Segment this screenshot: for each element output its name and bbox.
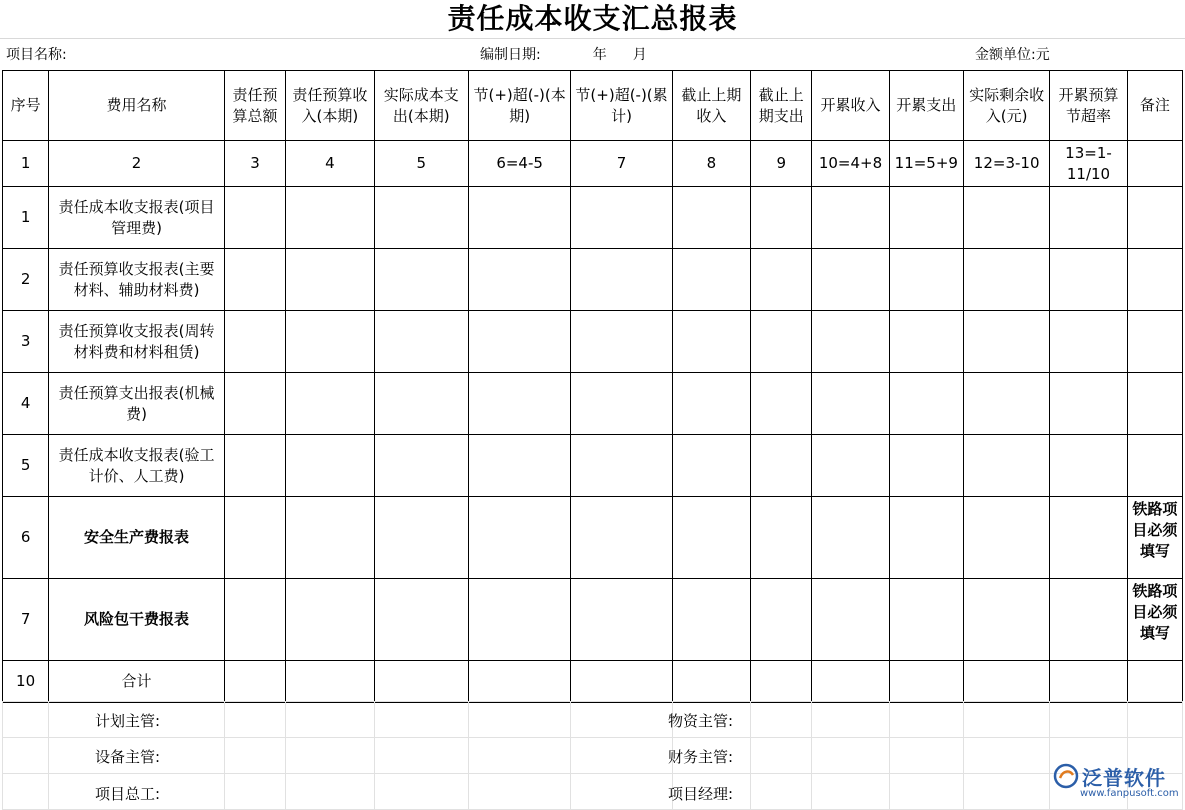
row-number: 7 — [3, 579, 49, 661]
data-cell[interactable] — [1050, 249, 1127, 311]
data-cell[interactable] — [812, 311, 889, 373]
data-cell[interactable] — [672, 661, 750, 703]
data-cell[interactable] — [374, 249, 468, 311]
data-cell[interactable] — [751, 579, 812, 661]
data-cell[interactable] — [571, 435, 672, 497]
header-cell: 节(+)超(-)(本期) — [468, 71, 570, 141]
row-number: 6 — [3, 497, 49, 579]
header-cell: 备注 — [1127, 71, 1182, 141]
header-cell: 责任预算收入(本期) — [286, 71, 374, 141]
row-number: 4 — [3, 373, 49, 435]
fee-name: 风险包干费报表 — [49, 579, 225, 661]
material-manager-label: 物资主管: — [668, 712, 734, 730]
data-cell[interactable] — [468, 579, 570, 661]
data-cell[interactable] — [374, 579, 468, 661]
data-cell[interactable] — [286, 579, 374, 661]
data-cell[interactable] — [374, 661, 468, 703]
data-cell[interactable] — [571, 311, 672, 373]
remark-text: 铁路项目必须填写 — [1132, 581, 1178, 642]
total-row — [3, 661, 1183, 703]
chief-engineer-label: 项目总工: — [95, 785, 161, 803]
header-cell: 开累收入 — [812, 71, 889, 141]
data-cell[interactable] — [1050, 187, 1127, 249]
signature-grid — [2, 701, 1183, 810]
data-cell[interactable] — [751, 187, 812, 249]
data-cell[interactable] — [751, 435, 812, 497]
data-cell[interactable] — [812, 579, 889, 661]
data-cell[interactable] — [224, 579, 285, 661]
header-cell: 费用名称 — [49, 71, 225, 141]
data-cell[interactable] — [468, 497, 570, 579]
data-cell[interactable] — [889, 249, 963, 311]
data-cell[interactable] — [468, 435, 570, 497]
logo-brand-text: 泛普软件 — [1082, 766, 1166, 790]
row-number: 5 — [3, 435, 49, 497]
data-cell[interactable] — [286, 311, 374, 373]
data-cell[interactable] — [286, 435, 374, 497]
table-row — [3, 373, 1183, 435]
number-cell: 13=1-11/10 — [1050, 141, 1127, 187]
data-cell[interactable] — [286, 497, 374, 579]
number-cell: 5 — [374, 141, 468, 187]
remark-cell[interactable] — [1127, 579, 1182, 661]
data-cell[interactable] — [672, 497, 750, 579]
data-cell[interactable] — [889, 373, 963, 435]
data-cell[interactable] — [374, 311, 468, 373]
number-cell: 3 — [224, 141, 285, 187]
data-cell[interactable] — [812, 373, 889, 435]
month-label: 月 — [632, 47, 647, 63]
fee-name: 责任预算收支报表(周转材料费和材料租赁) — [49, 311, 225, 373]
data-cell[interactable] — [1050, 435, 1127, 497]
data-cell[interactable] — [571, 497, 672, 579]
data-cell[interactable] — [963, 249, 1049, 311]
fee-name: 责任预算收支报表(主要材料、辅助材料费) — [49, 249, 225, 311]
number-cell: 10=4+8 — [812, 141, 889, 187]
company-logo — [1052, 758, 1182, 806]
data-cell[interactable] — [468, 661, 570, 703]
data-cell[interactable] — [889, 579, 963, 661]
data-cell[interactable] — [963, 497, 1049, 579]
table-row — [3, 579, 1183, 661]
data-cell[interactable] — [889, 661, 963, 703]
data-cell[interactable] — [1050, 579, 1127, 661]
data-cell[interactable] — [963, 311, 1049, 373]
number-cell: 2 — [49, 141, 225, 187]
data-cell[interactable] — [468, 187, 570, 249]
header-cell: 开累支出 — [889, 71, 963, 141]
data-cell[interactable] — [672, 249, 750, 311]
number-cell: 4 — [286, 141, 374, 187]
data-cell[interactable] — [812, 661, 889, 703]
row-number: 2 — [3, 249, 49, 311]
data-cell[interactable] — [224, 311, 285, 373]
data-cell[interactable] — [571, 579, 672, 661]
data-cell[interactable] — [963, 661, 1049, 703]
data-cell[interactable] — [751, 661, 812, 703]
equipment-manager-label: 设备主管: — [95, 748, 161, 766]
data-cell[interactable] — [751, 311, 812, 373]
number-cell: 1 — [3, 141, 49, 187]
project-name-label: 项目名称: — [6, 47, 67, 63]
data-cell[interactable] — [963, 579, 1049, 661]
table-row — [3, 435, 1183, 497]
data-cell[interactable] — [812, 497, 889, 579]
data-cell[interactable] — [286, 187, 374, 249]
data-cell[interactable] — [963, 373, 1049, 435]
data-cell[interactable] — [672, 311, 750, 373]
fee-name: 安全生产费报表 — [49, 497, 225, 579]
data-cell[interactable] — [374, 497, 468, 579]
data-cell[interactable] — [286, 661, 374, 703]
number-cell: 9 — [751, 141, 812, 187]
header-cell: 实际剩余收入(元) — [963, 71, 1049, 141]
data-cell[interactable] — [672, 579, 750, 661]
logo-mark-icon — [1052, 762, 1080, 790]
data-cell[interactable] — [751, 497, 812, 579]
data-cell[interactable] — [1050, 311, 1127, 373]
data-cell[interactable] — [1050, 497, 1127, 579]
data-cell[interactable] — [224, 249, 285, 311]
year-label: 年 — [592, 47, 607, 63]
number-cell — [1127, 141, 1182, 187]
data-cell[interactable] — [889, 187, 963, 249]
remark-cell[interactable] — [1127, 435, 1182, 497]
remark-cell[interactable] — [1127, 661, 1182, 703]
data-cell[interactable] — [672, 187, 750, 249]
summary-table — [2, 70, 1183, 703]
table-row — [3, 497, 1183, 579]
data-cell[interactable] — [571, 373, 672, 435]
data-cell[interactable] — [224, 373, 285, 435]
fee-name: 责任成本收支报表(验工计价、人工费) — [49, 435, 225, 497]
number-cell: 8 — [672, 141, 750, 187]
header-row — [3, 71, 1183, 141]
plan-manager-label: 计划主管: — [95, 712, 161, 730]
data-cell[interactable] — [889, 497, 963, 579]
table-row — [3, 311, 1183, 373]
data-cell[interactable] — [812, 249, 889, 311]
data-cell[interactable] — [812, 435, 889, 497]
fee-name: 责任成本收支报表(项目管理费) — [49, 187, 225, 249]
data-cell[interactable] — [889, 311, 963, 373]
header-cell: 截止上期收入 — [672, 71, 750, 141]
number-cell: 7 — [571, 141, 672, 187]
amount-unit-label: 金额单位:元 — [975, 47, 1050, 63]
data-cell[interactable] — [963, 435, 1049, 497]
data-cell[interactable] — [751, 373, 812, 435]
header-cell: 节(+)超(-)(累计) — [571, 71, 672, 141]
row-number: 1 — [3, 187, 49, 249]
data-cell[interactable] — [1050, 661, 1127, 703]
table-row — [3, 187, 1183, 249]
data-cell[interactable] — [224, 661, 285, 703]
header-cell: 实际成本支出(本期) — [374, 71, 468, 141]
row-number: 3 — [3, 311, 49, 373]
total-label: 合计 — [49, 661, 225, 703]
data-cell[interactable] — [571, 187, 672, 249]
data-cell[interactable] — [1050, 373, 1127, 435]
data-cell[interactable] — [374, 187, 468, 249]
header-cell: 开累预算节超率 — [1050, 71, 1127, 141]
data-cell[interactable] — [571, 249, 672, 311]
data-cell[interactable] — [468, 249, 570, 311]
project-manager-label: 项目经理: — [668, 785, 734, 803]
logo-site-text: www.fanpusoft.com — [1080, 788, 1179, 799]
number-cell: 12=3-10 — [963, 141, 1049, 187]
report-title: 责任成本收支汇总报表 — [447, 2, 738, 35]
remark-cell[interactable] — [1127, 187, 1182, 249]
data-cell[interactable] — [672, 435, 750, 497]
data-cell[interactable] — [812, 187, 889, 249]
fee-name: 责任预算支出报表(机械费) — [49, 373, 225, 435]
remark-cell[interactable] — [1127, 497, 1182, 579]
data-cell[interactable] — [224, 187, 285, 249]
data-cell[interactable] — [468, 311, 570, 373]
header-cell: 责任预算总额 — [224, 71, 285, 141]
remark-text: 铁路项目必须填写 — [1132, 499, 1178, 560]
data-cell[interactable] — [286, 249, 374, 311]
data-cell[interactable] — [224, 497, 285, 579]
header-cell: 截止上期支出 — [751, 71, 812, 141]
compile-date-label: 编制日期: — [480, 47, 541, 63]
remark-cell[interactable] — [1127, 249, 1182, 311]
data-cell[interactable] — [963, 187, 1049, 249]
data-cell[interactable] — [286, 373, 374, 435]
compile-date — [480, 44, 647, 66]
number-cell: 11=5+9 — [889, 141, 963, 187]
data-cell[interactable] — [889, 435, 963, 497]
title-divider — [0, 38, 1185, 39]
remark-cell[interactable] — [1127, 311, 1182, 373]
header-cell: 序号 — [3, 71, 49, 141]
table-row — [3, 249, 1183, 311]
data-cell[interactable] — [571, 661, 672, 703]
number-cell: 6=4-5 — [468, 141, 570, 187]
data-cell[interactable] — [468, 373, 570, 435]
row-number: 10 — [3, 661, 49, 703]
column-number-row — [3, 141, 1183, 187]
data-cell[interactable] — [374, 373, 468, 435]
data-cell[interactable] — [672, 373, 750, 435]
finance-manager-label: 财务主管: — [668, 748, 734, 766]
remark-cell[interactable] — [1127, 373, 1182, 435]
data-cell[interactable] — [224, 435, 285, 497]
data-cell[interactable] — [751, 249, 812, 311]
data-cell[interactable] — [374, 435, 468, 497]
